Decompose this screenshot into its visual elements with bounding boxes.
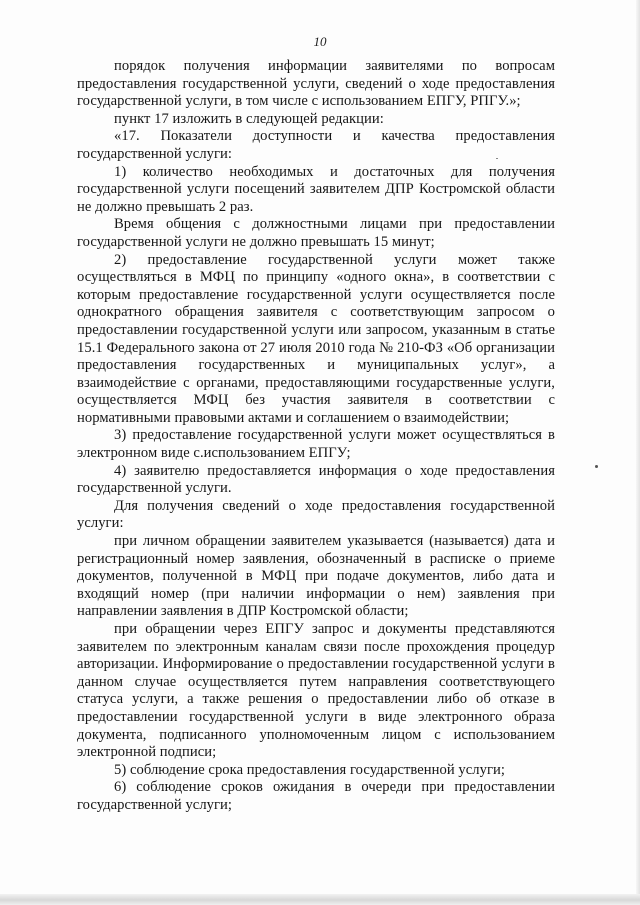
paragraph-procedure-continuation: порядок получения информации заявителями по вопросам предоставления государственной услуги, сведений о ходе предоставления государственной услуги, в том числе с использованием ЕПГУ, РПГУ.»; [77,58,555,110]
paragraph-item-2: 2) предоставление государственной услуги может также осуществляться в МФЦ по принципу «одного окна», в соответствии с которым предоставление государственной услуги осуществляется после однократного обращения заявителя с соответствующим запросом о предоставлении государственной услуги или запросом, указанным в статье 15.1 Федерального закона от 27 июля 2010 года № 210-ФЗ «Об организации предоставления государственных и муниципальных услуг», а взаимодействие с органами, предоставляющими государственные услуги, осуществляется МФЦ без участия заявителя в соответствии с нормативными правовыми актами и соглашением о взаимодействии; [77,251,555,426]
page-number: 10 [313,34,327,49]
scan-edge-right [636,0,640,905]
scan-artifact-dot [595,465,598,468]
paragraph-item-6: 6) соблюдение сроков ожидания в очереди при предоставлении государственной услуги; [77,779,555,813]
scan-edge-bottom [0,894,640,905]
paragraph-amendment-intro: пункт 17 изложить в следующей редакции: [114,110,384,127]
paragraph-item-4: 4) заявителю предоставляется информация о ходе предоставления государственной услуги. [77,462,555,497]
paragraph-item-5: 5) соблюдение срока предоставления государственной услуги; [114,761,505,778]
paragraph-status-info-intro: Для получения сведений о ходе предоставления государственной услуги: [77,497,555,532]
paragraph-section-17-heading: «17. Показатели доступности и качества предоставления государственной услуги: [77,128,555,162]
paragraph-item-3: 3) предоставление государственной услуги может осуществляться в электронном виде с.использованием ЕПГУ; [77,427,555,462]
document-body [77,58,555,815]
paragraph-communication-time: Время общения с должностными лицами при предоставлении государственной услуги не должно превышать 15 минут; [77,216,555,250]
scan-artifact-tick [496,158,498,159]
paragraph-personal-request: при личном обращении заявителем указывается (называется) дата и регистрационный номер заявления, обозначенный в расписке о приеме документов, полученной в МФЦ при подаче документов, либо дата и входящий номер (при наличии информации о нем) заявления при направлении заявления в ДПР Костромской области; [77,533,555,620]
paragraph-item-1: 1) количество необходимых и достаточных для получения государственной услуги посещений заявителем ДПР Костромской области не должно превышать 2 раз. [77,163,555,215]
paragraph-epgu-request: при обращении через ЕПГУ запрос и документы представляются заявителем по электронным каналам связи после прохождения процедур авторизации. Информирование о предоставлении государственной услуги в данном случае осуществляется путем направления соответствующего статуса услуги, а также решения о предоставлении либо об отказе в предоставлении государственной услуги в виде электронного образа документа, подписанного уполномоченным лицом с использованием электронной подписи; [77,621,555,761]
